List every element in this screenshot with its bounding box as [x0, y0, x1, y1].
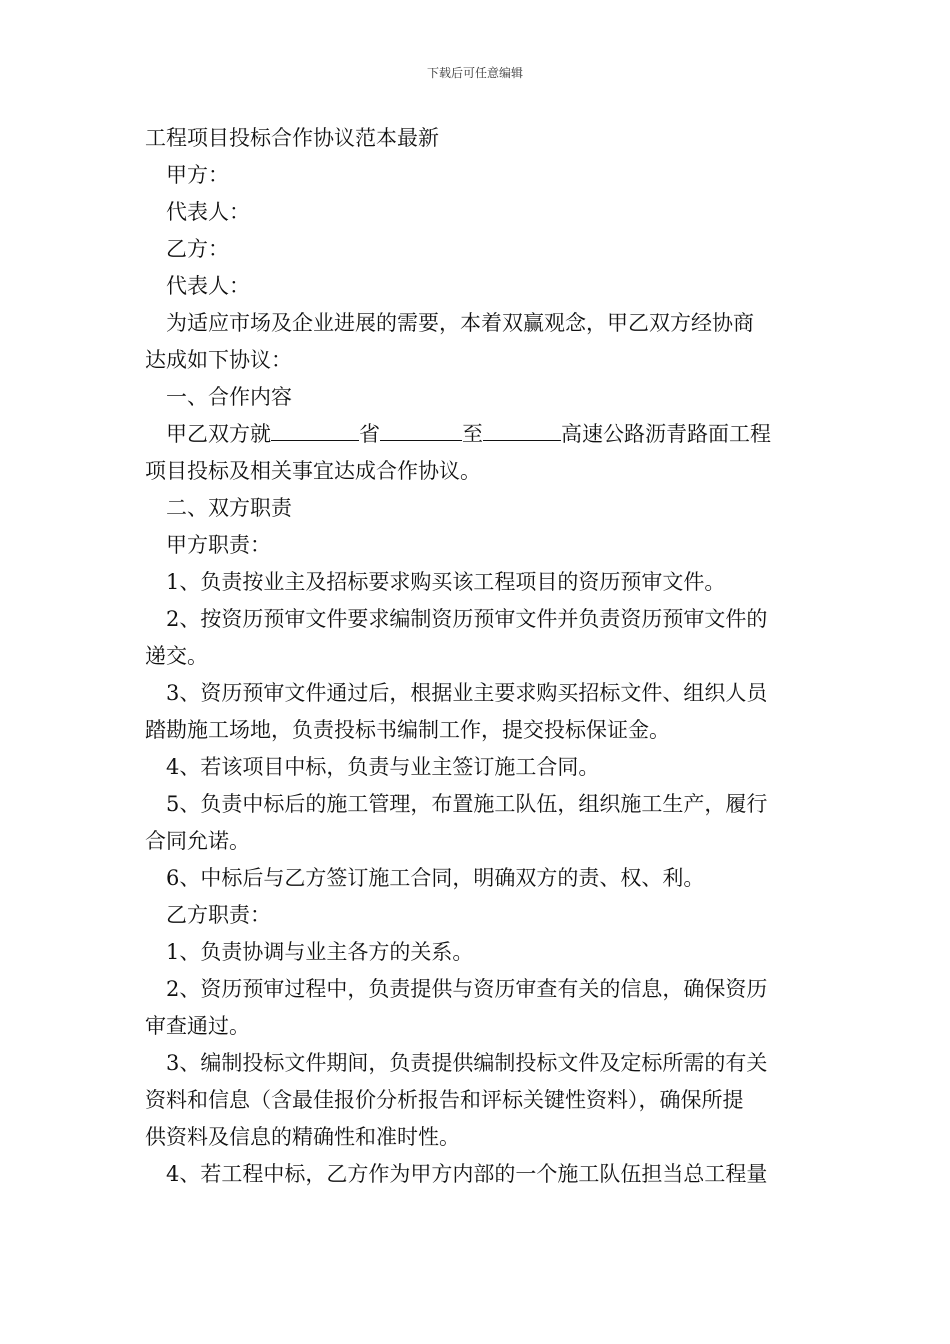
text-line: 供资料及信息的精确性和准时性。 — [145, 1125, 460, 1149]
text-line: 甲方职责： — [166, 533, 271, 557]
text-line: 1、负责按业主及招标要求购买该工程项目的资历预审文件。 — [166, 570, 726, 594]
blank-field — [483, 416, 561, 441]
text-line: 二、双方职责 — [166, 496, 292, 520]
clause-cooperation-content — [145, 416, 810, 490]
text-line: 4、若工程中标，乙方作为甲方内部的一个施工队伍担当总工程量 — [166, 1162, 768, 1186]
text-line: 乙方职责： — [166, 903, 271, 927]
text-line: 递交。 — [145, 644, 208, 668]
text-line: 2、按资历预审文件要求编制资历预审文件并负责资历预审文件的 — [166, 607, 768, 631]
text-line: 代表人： — [166, 274, 250, 298]
blank-field — [271, 416, 359, 441]
text-line: 2、资历预审过程中，负责提供与资历审查有关的信息，确保资历 — [166, 977, 768, 1001]
text-line: 一、合作内容 — [166, 385, 292, 409]
text-line: 6、中标后与乙方签订施工合同，明确双方的责、权、利。 — [166, 866, 705, 890]
text-segment: 高速公路沥青路面工程 — [561, 422, 771, 446]
text-segment: 省 — [359, 422, 380, 446]
text-line: 合同允诺。 — [145, 829, 250, 853]
text-line: 4、若该项目中标，负责与业主签订施工合同。 — [166, 755, 600, 779]
text-segment: 至 — [462, 422, 483, 446]
text-segment: 甲乙双方就 — [166, 422, 271, 446]
text-line: 1、负责协调与业主各方的关系。 — [166, 940, 474, 964]
document-body — [145, 120, 810, 1193]
text-line: 甲方： — [166, 163, 229, 187]
text-line: 为适应市场及企业进展的需要，本着双赢观念，甲乙双方经协商 — [166, 311, 754, 335]
text-line: 3、编制投标文件期间，负责提供编制投标文件及定标所需的有关 — [166, 1051, 768, 1075]
text-line: 审查通过。 — [145, 1014, 250, 1038]
text-line: 乙方： — [166, 237, 229, 261]
text-line: 代表人： — [166, 200, 250, 224]
text-line: 达成如下协议： — [145, 348, 292, 372]
text-block-duties — [145, 490, 810, 1193]
text-line: 项目投标及相关事宜达成合作协议。 — [145, 459, 481, 483]
blank-field — [380, 416, 462, 441]
text-line: 资料和信息（含最佳报价分析报告和评标关键性资料），确保所提 — [145, 1088, 744, 1112]
text-line — [145, 416, 810, 453]
text-line: 5、负责中标后的施工管理，布置施工队伍，组织施工生产，履行 — [166, 792, 768, 816]
document-title: 工程项目投标合作协议范本最新 — [145, 126, 439, 150]
text-line: 踏勘施工场地，负责投标书编制工作，提交投标保证金。 — [145, 718, 670, 742]
text-line: 3、资历预审文件通过后，根据业主要求购买招标文件、组织人员 — [166, 681, 768, 705]
text-block-intro — [145, 157, 810, 416]
page-header: 下载后可任意编辑 — [426, 66, 523, 80]
